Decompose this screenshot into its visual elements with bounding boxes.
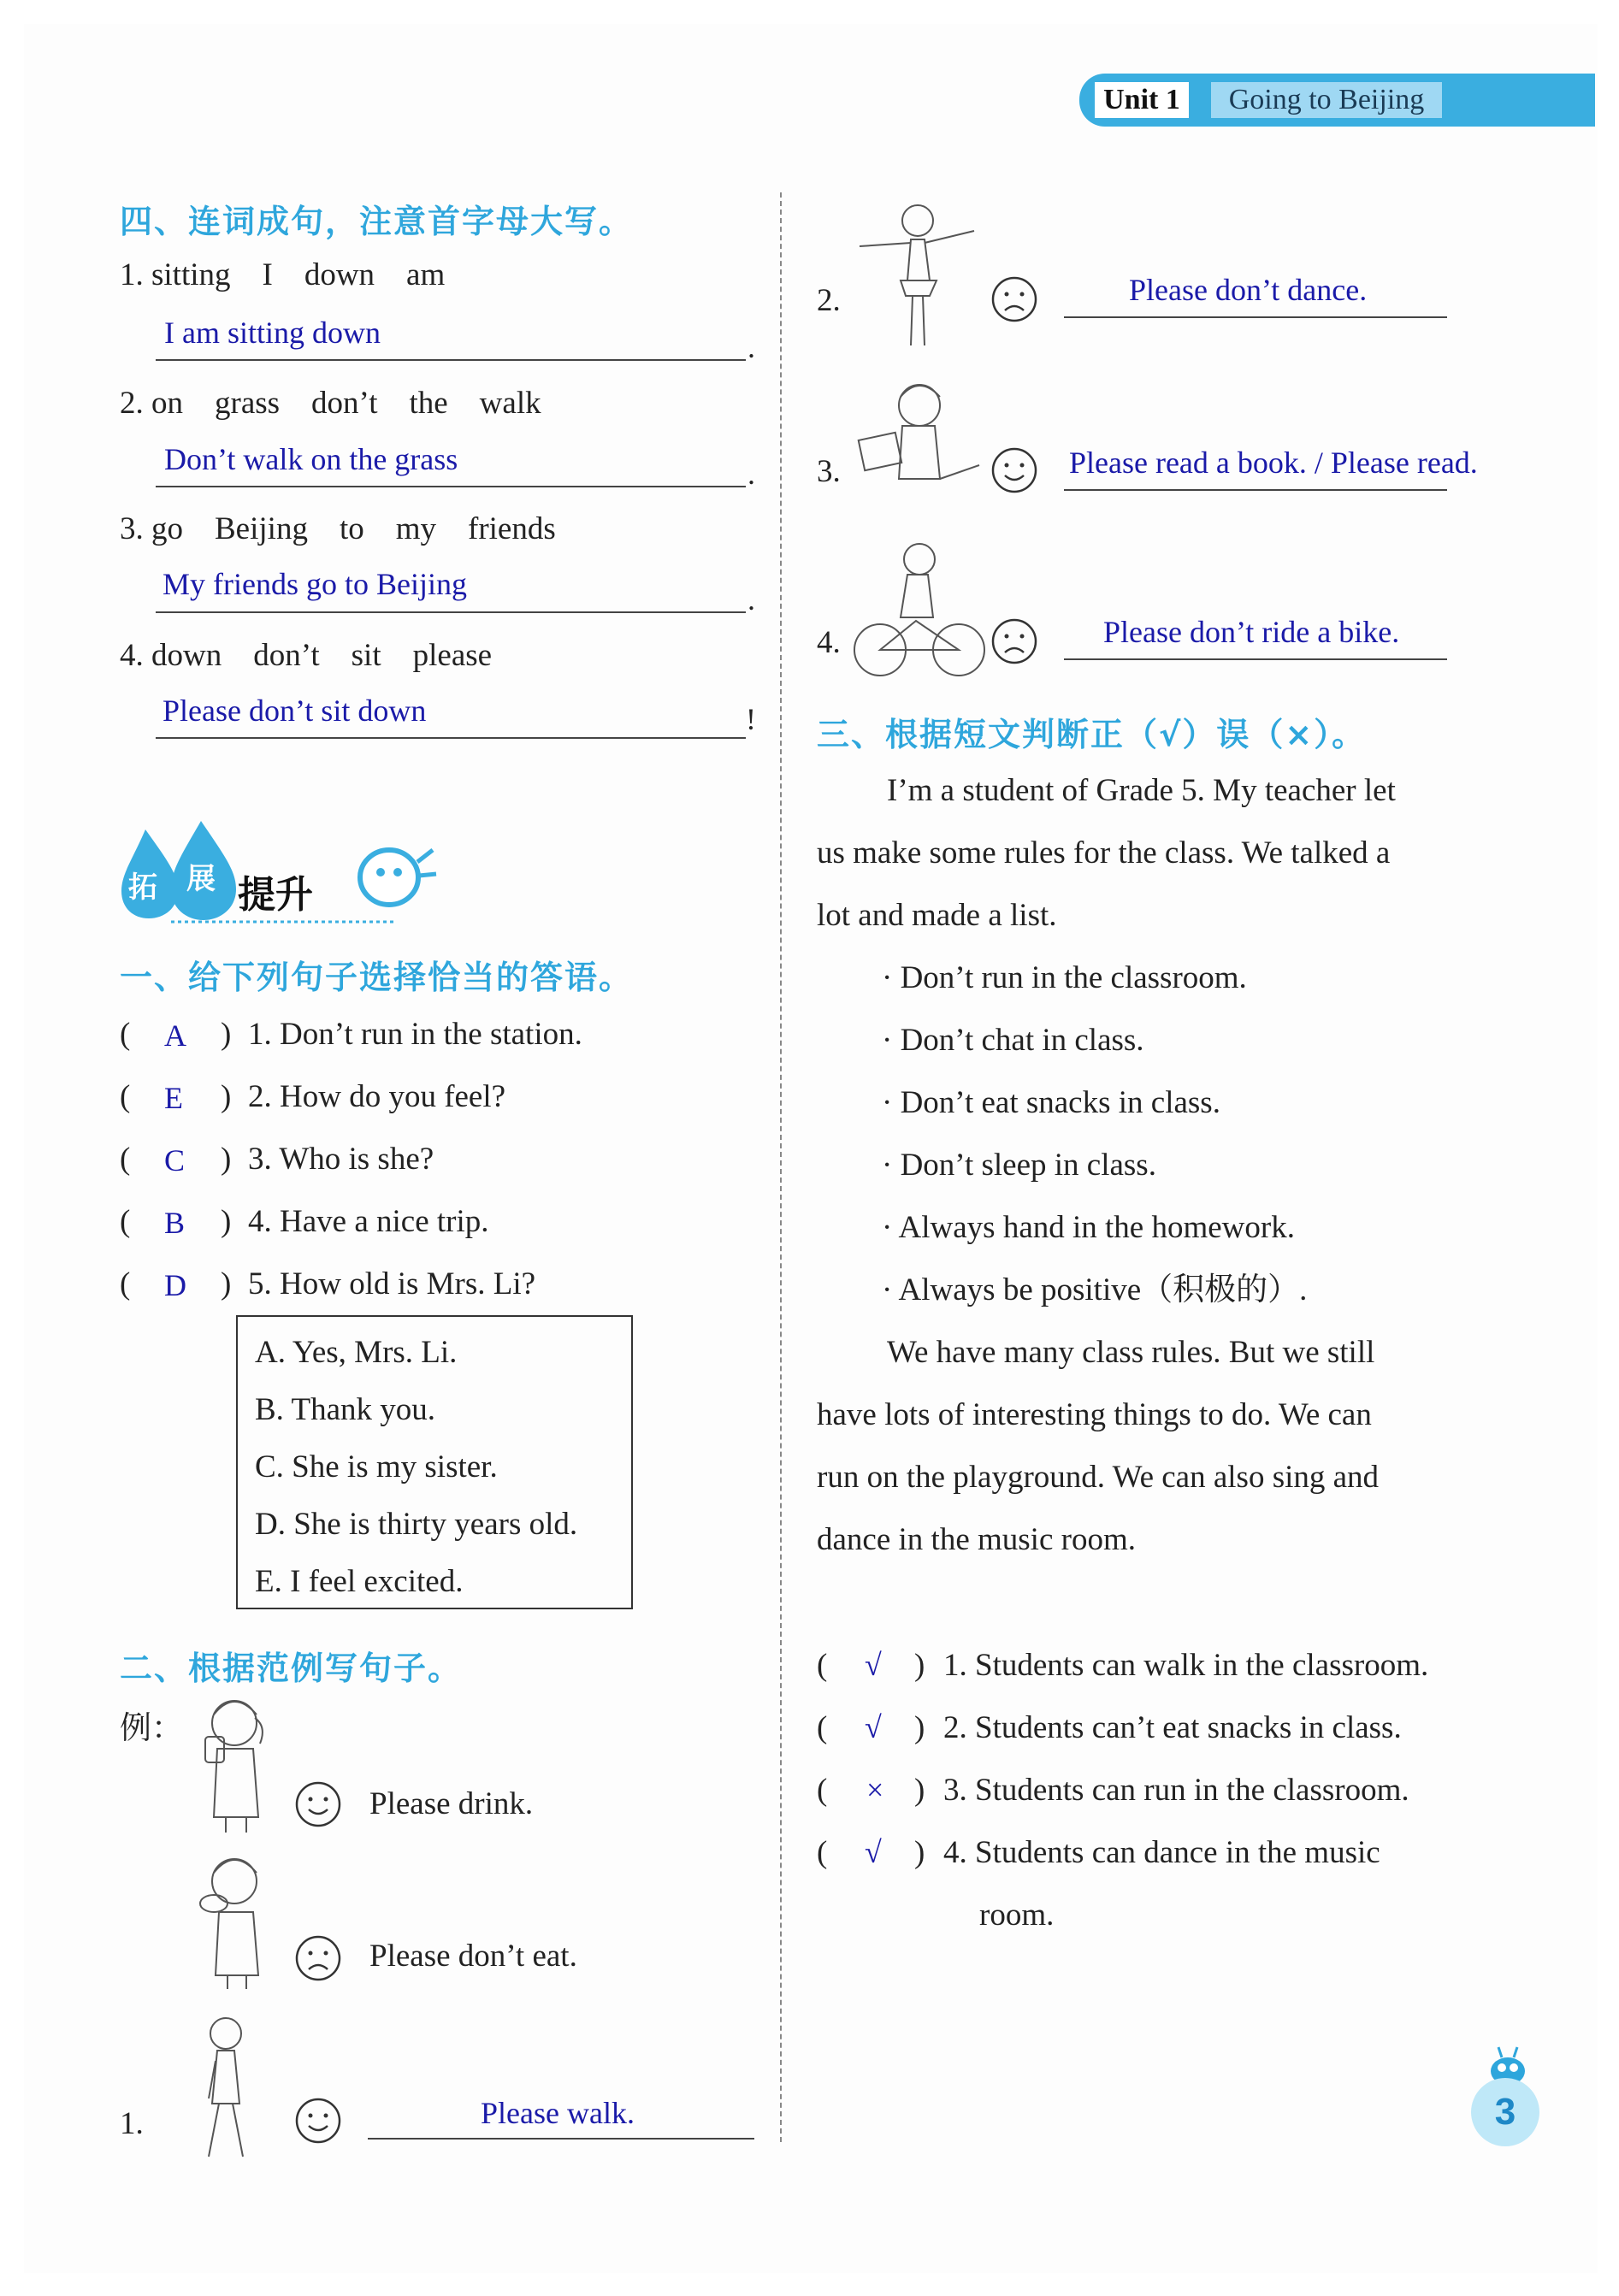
sectionA-heading: 一、给下列句子选择恰当的答语。	[120, 959, 634, 996]
tf-item-1: ( √ ) 1. Students can walk in the classroom.	[817, 1648, 1429, 1683]
tf-mark: √	[865, 1648, 882, 1682]
girl-drinking-illustration	[180, 1689, 282, 1839]
section4-words-1: 1. sitting I down am	[120, 257, 446, 292]
sectionB-answer-4: Please don’t ride a bike.	[1103, 615, 1400, 649]
smile-face-icon	[294, 2097, 342, 2145]
answer-line	[156, 486, 746, 487]
sectionB-num-4: 4.	[817, 625, 841, 660]
column-divider	[780, 192, 782, 2142]
banner-text: 提升	[238, 873, 313, 917]
rule-item: · Don’t eat snacks in class.	[882, 1085, 1220, 1120]
tf-item-3: ( × ) 3. Students can run in the classroom.	[817, 1773, 1409, 1808]
girl-dancing-illustration	[851, 195, 979, 353]
sectionB-answer-1: Please walk.	[481, 2096, 635, 2130]
unit-label: Unit 1	[1095, 82, 1189, 118]
section4-answer-1: I am sitting down	[164, 316, 381, 350]
answer-line	[1064, 316, 1447, 318]
passage-line: run on the playground. We can also sing and	[817, 1460, 1380, 1495]
section4-answer-3: My friends go to Beijing	[162, 567, 467, 601]
section4-words-4: 4. down don’t sit please	[120, 638, 493, 673]
answer-letter: E	[164, 1081, 183, 1115]
sectionB-answer-2: Please don’t dance.	[1129, 273, 1368, 307]
answer-line	[1064, 489, 1447, 491]
sectionB-num-3: 3.	[817, 454, 841, 489]
smile-face-icon	[990, 446, 1038, 494]
rule-item: · Don’t chat in class.	[882, 1023, 1144, 1058]
rule-item: · Always hand in the homework.	[882, 1210, 1295, 1245]
passage-line: lot and made a list.	[817, 898, 1057, 933]
answer-letter: D	[164, 1268, 186, 1302]
section4-end-2: .	[747, 457, 755, 491]
girl-riding-bike-illustration	[851, 539, 988, 688]
answer-line	[1064, 658, 1447, 660]
banner-char-1: 拓	[128, 871, 157, 905]
choice-e: E. I feel excited.	[255, 1564, 464, 1599]
question-text: 1. Don’t run in the station.	[248, 1017, 582, 1052]
boy-walking-illustration	[186, 2010, 263, 2168]
example-sentence-1: Please drink.	[369, 1786, 534, 1821]
choice-c: C. She is my sister.	[255, 1449, 498, 1484]
choice-d: D. She is thirty years old.	[255, 1507, 578, 1542]
question-text: 4. Have a nice trip.	[248, 1204, 489, 1239]
section4-end-4: !	[746, 702, 756, 736]
answer-letter: C	[164, 1143, 186, 1178]
choice-b: B. Thank you.	[255, 1392, 436, 1427]
section4-end-3: .	[747, 582, 755, 617]
choice-a: A. Yes, Mrs. Li.	[255, 1335, 458, 1370]
unit-title: Going to Beijing	[1211, 82, 1442, 118]
question-text: 2. How do you feel?	[248, 1079, 506, 1114]
rule-item: · Don’t run in the classroom.	[882, 960, 1247, 995]
answer-letter: A	[164, 1018, 186, 1053]
sad-face-icon	[990, 275, 1038, 323]
page-number: 3	[1471, 2078, 1539, 2146]
tf-text: 4. Students can dance in the music	[943, 1835, 1380, 1870]
section4-heading: 四、连词成句，注意首字母大写。	[120, 203, 634, 240]
tf-item-2: ( √ ) 2. Students can’t eat snacks in class.	[817, 1710, 1402, 1745]
tf-text: 1. Students can walk in the classroom.	[943, 1648, 1429, 1683]
answer-line	[156, 359, 746, 361]
question-text: 3. Who is she?	[248, 1142, 434, 1177]
choices-box	[236, 1315, 633, 1609]
section4-end-1: .	[747, 330, 755, 364]
section4-answer-4: Please don’t sit down	[162, 694, 427, 728]
sectionB-num-1: 1.	[120, 2106, 144, 2141]
tf-mark: √	[865, 1710, 882, 1744]
passage-line: I’m a student of Grade 5. My teacher let	[887, 773, 1396, 808]
passage-line: have lots of interesting things to do. We can	[817, 1397, 1372, 1432]
section4-words-2: 2. on grass don’t the walk	[120, 386, 541, 421]
tf-item-4: ( √ ) 4. Students can dance in the music	[817, 1835, 1380, 1870]
section4-words-3: 3. go Beijing to my friends	[120, 511, 556, 546]
banner-char-2: 展	[186, 862, 216, 896]
passage-line: dance in the music room.	[817, 1522, 1136, 1557]
section4-answer-2: Don’t walk on the grass	[164, 442, 458, 476]
girl-reading-illustration	[851, 376, 988, 509]
answer-line	[368, 2138, 754, 2140]
passage-line: us make some rules for the class. We talked a	[817, 835, 1391, 871]
sad-face-icon	[990, 617, 1038, 665]
answer-line	[156, 611, 746, 613]
passage-line: We have many class rules. But we still	[887, 1335, 1375, 1370]
answer-letter: B	[164, 1206, 186, 1240]
tf-text: 3. Students can run in the classroom.	[943, 1773, 1409, 1808]
example-sentence-2: Please don’t eat.	[369, 1939, 577, 1974]
extension-banner	[120, 821, 445, 924]
tf-item-4-continued: room.	[979, 1898, 1055, 1933]
sectionC-heading: 三、根据短文判断正（√）误（×）。	[817, 716, 1367, 753]
sad-face-icon	[294, 1934, 342, 1982]
sectionB-num-2: 2.	[817, 283, 841, 318]
rule-item: · Always be positive（积极的）.	[882, 1272, 1308, 1307]
passage	[817, 759, 1458, 1571]
answer-line	[156, 737, 746, 739]
girl-eating-illustration	[180, 1847, 282, 1997]
tf-text: 2. Students can’t eat snacks in class.	[943, 1710, 1402, 1745]
tf-mark: √	[865, 1835, 882, 1869]
tf-mark: ×	[866, 1773, 884, 1807]
rule-item: · Don’t sleep in class.	[882, 1148, 1156, 1183]
question-text: 5. How old is Mrs. Li?	[248, 1266, 536, 1301]
sectionB-answer-3: Please read a book. / Please read.	[1069, 446, 1478, 480]
smile-face-icon	[294, 1780, 342, 1828]
sectionB-heading: 二、根据范例写句子。	[120, 1650, 463, 1687]
example-label: 例：	[120, 1711, 183, 1746]
